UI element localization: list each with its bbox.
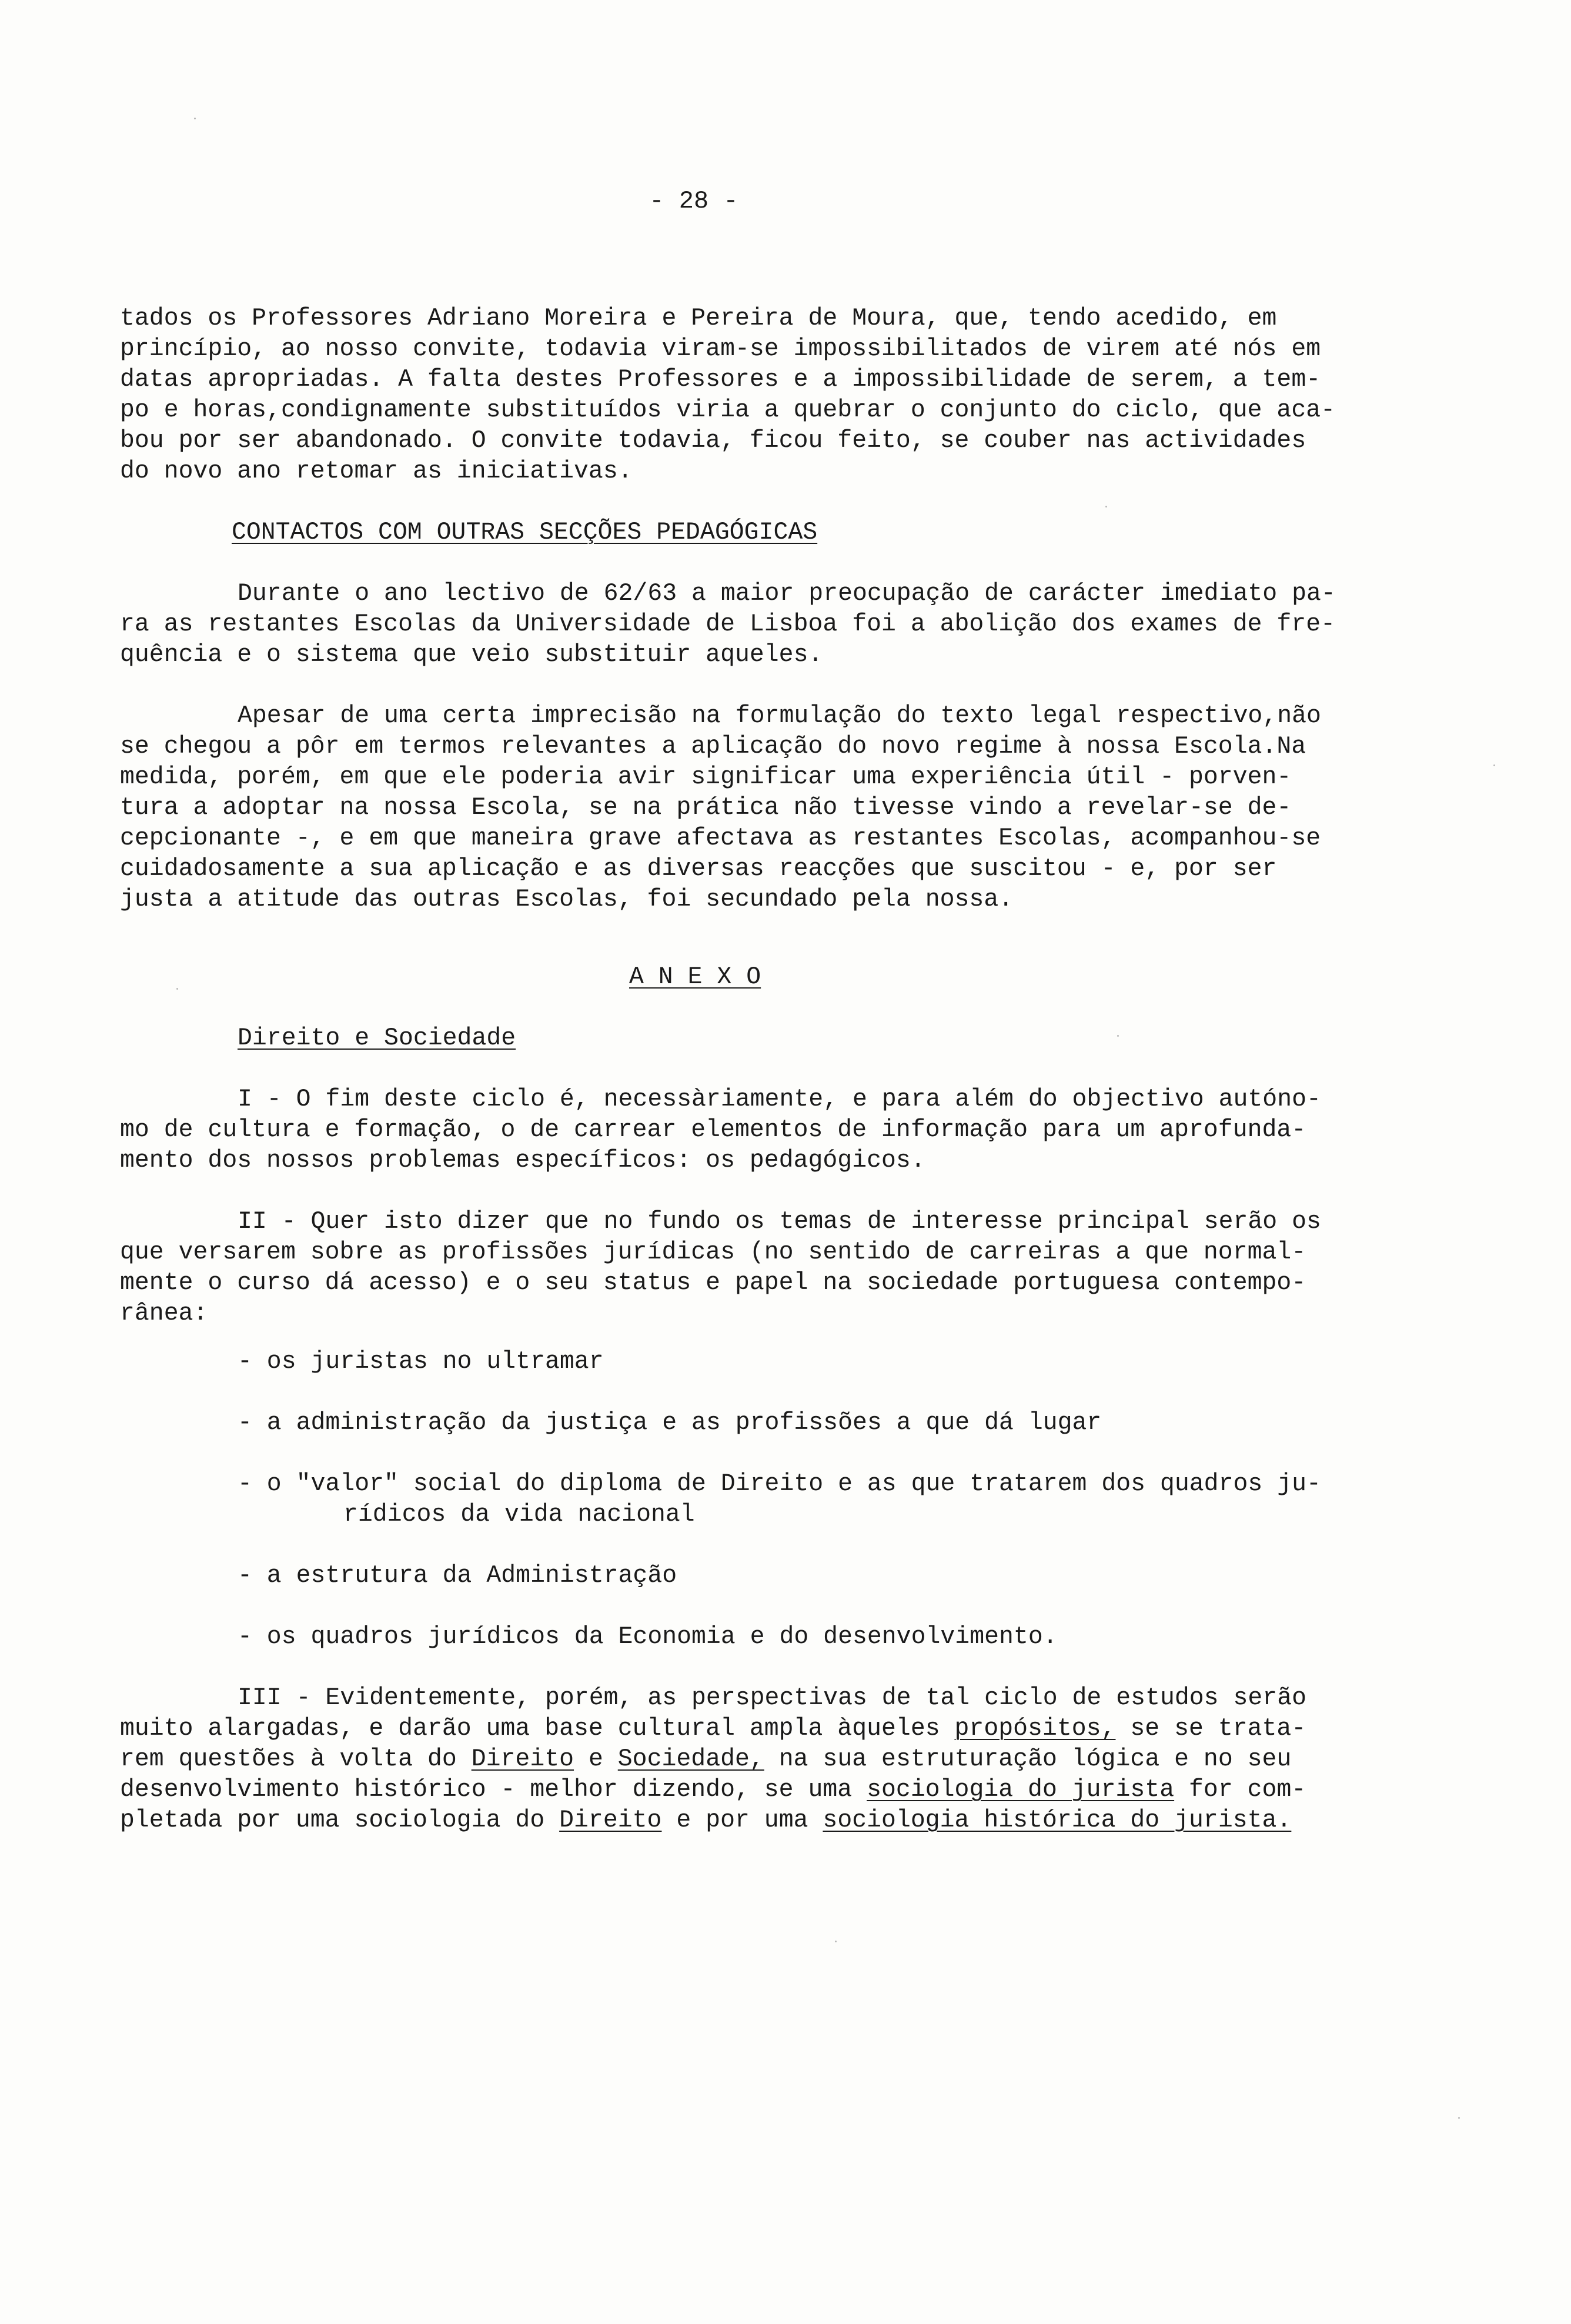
text-line [120,1714,1306,1744]
list-item: - os quadros jurídicos da Economia e do desenvolvimento. [238,1623,1058,1651]
scan-speck [1105,506,1107,507]
list-item: - o "valor" social do diploma de Direito e as que tratarem dos quadros ju- [238,1470,1321,1498]
scan-speck [194,118,196,119]
text-line: bou por ser abandonado. O convite todavia, ficou feito, se couber nas actividades [120,427,1306,455]
text-span: e [574,1745,618,1773]
text-line: que versarem sobre as profissões jurídicas (no sentido de carreiras a que normal- [120,1238,1306,1266]
text-span: e por uma [661,1807,823,1834]
list-item: - a administração da justiça e as profissões a que dá lugar [238,1409,1102,1437]
text-line: do novo ano retomar as iniciativas. [120,458,633,485]
scan-speck [1117,1035,1119,1037]
text-span: desenvolvimento histórico - melhor dizendo, se uma [120,1776,867,1804]
underlined-text: sociologia do jurista [867,1776,1175,1804]
underlined-text: Direito [471,1745,574,1773]
list-item: - os juristas no ultramar [238,1348,604,1375]
text-line: mente o curso dá acesso) e o seu status e papel na sociedade portuguesa contempo- [120,1269,1306,1297]
underlined-text: Sociedade, [617,1745,764,1773]
text-line: ra as restantes Escolas da Universidade de Lisboa foi a abolição dos exames de fre- [120,610,1336,638]
text-line: tura a adoptar na nossa Escola, se na prática não tivesse vindo a revelar-se de- [120,794,1292,822]
scan-speck [1458,2117,1460,2119]
text-line: princípio, ao nosso convite, todavia viram-se impossibilitados de virem até nós em [120,335,1321,363]
text-line: medida, porém, em que ele poderia avir significar uma experiência útil - porven- [120,763,1292,791]
text-line [120,1744,1291,1775]
text-line: datas apropriadas. A falta destes Professores e a impossibilidade de serem, a tem- [120,366,1321,393]
text-line: Apesar de uma certa imprecisão na formulação do texto legal respectivo,não [238,702,1321,730]
text-span: for com- [1174,1776,1306,1804]
text-line: quência e o sistema que veio substituir aqueles. [120,641,823,669]
text-line: II - Quer isto dizer que no fundo os temas de interesse principal serão os [238,1208,1321,1236]
scan-speck [835,1941,837,1942]
text-line: Durante o ano lectivo de 62/63 a maior preocupação de carácter imediato pa- [238,580,1336,607]
section-heading-contactos: CONTACTOS COM OUTRAS SECÇÕES PEDAGÓGICAS [232,519,818,546]
anexo-heading: A N E X O [629,963,761,991]
text-line: se chegou a pôr em termos relevantes a aplicação do novo regime à nossa Escola.Na [120,733,1306,760]
anexo-subheading: Direito e Sociedade [238,1024,516,1052]
text-span: rem questões à volta do [120,1745,472,1773]
list-item: - a estrutura da Administração [238,1562,677,1590]
underlined-text: sociologia histórica do jurista. [823,1807,1292,1834]
text-span: na sua estruturação lógica e no seu [764,1745,1292,1773]
text-line: III - Evidentemente, porém, as perspectivas de tal ciclo de estudos serão [238,1684,1306,1712]
text-line: mento dos nossos problemas específicos: os pedagógicos. [120,1147,925,1174]
text-line: cepcionante -, e em que maneira grave afectava as restantes Escolas, acompanhou-se [120,824,1321,852]
text-span: pletada por uma sociologia do [120,1807,560,1834]
text-line: po e horas,condignamente substituídos viria a quebrar o conjunto do ciclo, que aca- [120,396,1336,424]
text-span: muito alargadas, e darão uma base cultural ampla àqueles [120,1715,955,1742]
text-span: se se trata- [1115,1715,1306,1742]
text-line: I - O fim deste ciclo é, necessàriamente, e para além do objectivo autóno- [238,1086,1321,1113]
text-line: rânea: [120,1300,208,1327]
scan-speck [176,988,178,990]
text-line [120,1805,1291,1836]
underlined-text: Direito [559,1807,662,1834]
text-line: cuidadosamente a sua aplicação e as diversas reacções que suscitou - e, por ser [120,855,1277,883]
page-number: - 28 - [649,187,738,215]
text-line: mo de cultura e formação, o de carrear elementos de informação para um aprofunda- [120,1116,1306,1144]
scan-speck [1493,764,1495,766]
list-item-continuation: rídicos da vida nacional [343,1501,695,1528]
text-line [120,1775,1306,1805]
text-line: tados os Professores Adriano Moreira e Pereira de Moura, que, tendo acedido, em [120,305,1277,332]
underlined-text: propósitos, [954,1715,1116,1742]
text-line: justa a atitude das outras Escolas, foi secundado pela nossa. [120,886,1014,913]
